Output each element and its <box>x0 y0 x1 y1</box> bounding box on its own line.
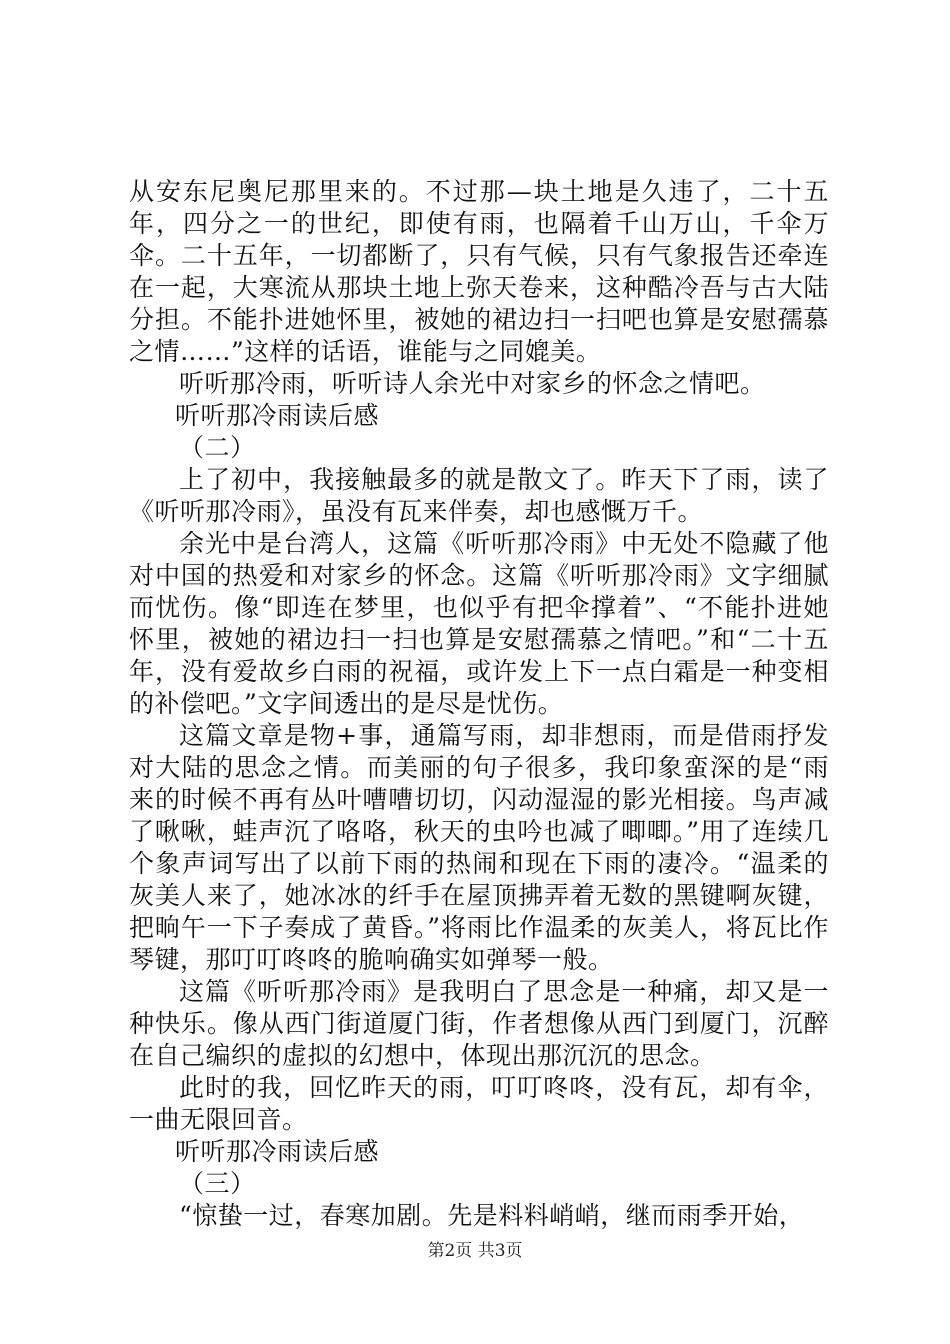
section-number: （二） <box>179 433 256 462</box>
paragraph-continuation: 从安东尼奥尼那里来的。不过那—块土地是久违了，二十五年，四分之一的世纪，即使有雨，也隔着千山万山，千伞万伞。二十五年，一切都断了，只有气候，只有气象报告还牵连在一起，大寒流从那块土地上弥天卷来，这种酷冷吾与古大陆分担。不能扑进她怀里，被她的裙边扫一扫吧也算是安慰孺慕之情……”这样的话语，谁能与之同媲美。 <box>129 177 829 366</box>
paragraph: 此时的我，回忆昨天的雨，叮叮咚咚，没有瓦，却有伞，一曲无限回音。 <box>129 1073 829 1134</box>
paragraph: 余光中是台湾人，这篇《听听那冷雨》中无处不隐藏了他对中国的热爱和对家乡的怀念。这篇《听听那冷雨》文字细腻而忧伤。像“即连在梦里，也似乎有把伞撑着”、“不能扑进她怀里，被她的裙边扫一扫也算是安慰孺慕之情吧。”和“二十五年，没有爱故乡白雨的祝福，或许发上下一点白霜是一种变相的补偿吧。”文字间透出的是尽是忧伤。 <box>129 529 829 718</box>
paragraph: 这篇文章是物+事，通篇写雨，却非想雨，而是借雨抒发对大陆的思念之情。而美丽的句子很多，我印象蛮深的是“雨来的时候不再有丛叶嘈嘈切切，闪动湿湿的影光相接。鸟声减了啾啾，蛙声沉了咯咯，秋天的虫吟也减了唧唧。”用了连续几个象声词写出了以前下雨的热闹和现在下雨的凄冷。“温柔的灰美人来了，她冰冰的纤手在屋顶拂弄着无数的黑键啊灰键，把晌午一下子奏成了黄昏。”将雨比作温柔的灰美人，将瓦比作琴键，那叮叮咚咚的脆响确实如弹琴一般。 <box>129 721 829 974</box>
page-footer: 第2页 共3页 <box>427 1241 523 1261</box>
section-title: 听听那冷雨读后感 <box>175 401 380 430</box>
paragraph-quote-start: “惊蛰一过，春寒加剧。先是料料峭峭，继而雨季开始， <box>179 1201 805 1230</box>
document-body <box>129 176 829 1232</box>
paragraph: 这篇《听听那冷雨》是我明白了思念是一种痛，却又是一种快乐。像从西门街道厦门街，作者想像从西门到厦门，沉醉在自己编织的虚拟的幻想中，体现出那沉沉的思念。 <box>129 977 829 1070</box>
section-title: 听听那冷雨读后感 <box>175 1137 380 1166</box>
section-number: （三） <box>179 1169 256 1198</box>
paragraph-invitation: 听听那冷雨，听听诗人余光中对家乡的怀念之情吧。 <box>179 369 766 398</box>
paragraph: 上了初中，我接触最多的就是散文了。昨天下了雨，读了《听听那冷雨》，虽没有瓦来伴奏，却也感慨万千。 <box>129 465 829 526</box>
